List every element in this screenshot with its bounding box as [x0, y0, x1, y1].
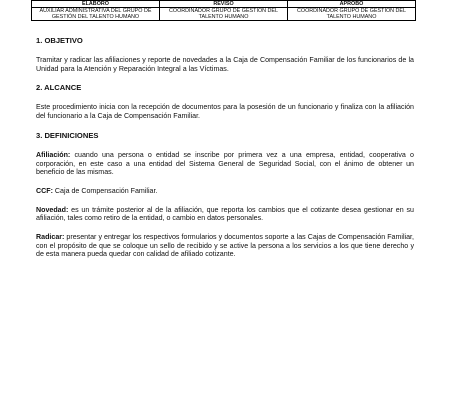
definition-term: Radicar: [36, 233, 65, 242]
definition-text: es un trámite posterior al de la afiliación, que reporta los cambios que el cotizante desea gestionar en su afiliación, tales como retiro de la entidad, o cambio en datos personales. [36, 205, 414, 223]
section-heading-alcance: 2. ALCANCE [36, 83, 82, 93]
header-elaboro: ELABORO [32, 1, 160, 8]
alcance-text: Este procedimiento inicia con la recepción de documentos para la posesión de un funcionario y finaliza con la afiliación del funcionario a la Caja de Compensación Familiar. [36, 103, 414, 121]
definition-afiliacion [36, 151, 414, 177]
approval-header-row [32, 1, 416, 8]
role-aprobo: COORDINADOR GRUPO DE GESTIÓN DEL TALENTO HUMANO [288, 8, 416, 21]
definition-text: presentar y entregar los respectivos formularios y documentos soporte a las Cajas de Compensación Familiar, con el propósito de que se coloque un sello de recibido y se active la persona a los servicios a los que tiene derecho y de esta manera pueda quedar con calidad de afiliado cotizante. [36, 233, 414, 259]
definition-ccf [36, 187, 414, 196]
header-reviso: REVISO [160, 1, 288, 8]
definition-text: Caja de Compensación Familiar. [52, 186, 158, 195]
section-heading-definiciones: 3. DEFINICIONES [36, 130, 99, 140]
objetivo-text: Tramitar y radicar las afiliaciones y reporte de novedades a la Caja de Compensación Familiar de los funcionarios de la Unidad para la Atención y Reparación Integral a las Víctimas. [36, 56, 414, 73]
role-reviso: COORDINADOR GRUPO DE GESTIÓN DEL TALENTO HUMANO [160, 8, 288, 21]
document-body [36, 30, 414, 259]
definition-term: CCF: [36, 186, 53, 195]
header-aprobo: APROBO [288, 1, 416, 8]
definition-term: Afiliación: [36, 150, 71, 159]
definition-radicar [36, 233, 414, 259]
definition-text: cuando una persona o entidad se inscribe por primera vez a una empresa, entidad, cooperativa o corporación, en este caso a una entidad del Sistema General de Seguridad Social, con el ánimo de obtener un beneficio de las mismas. [36, 150, 414, 177]
role-elaboro: AUXILIAR ADMINISTRATIVA DEL GRUPO DE GESTIÓN DEL TALENTO HUMANO [32, 8, 160, 21]
definition-novedad [36, 206, 414, 223]
definition-term: Novedad: [36, 205, 69, 214]
section-heading-objetivo: 1. OBJETIVO [36, 36, 83, 45]
approval-role-row [32, 8, 416, 21]
approval-table [31, 0, 416, 21]
